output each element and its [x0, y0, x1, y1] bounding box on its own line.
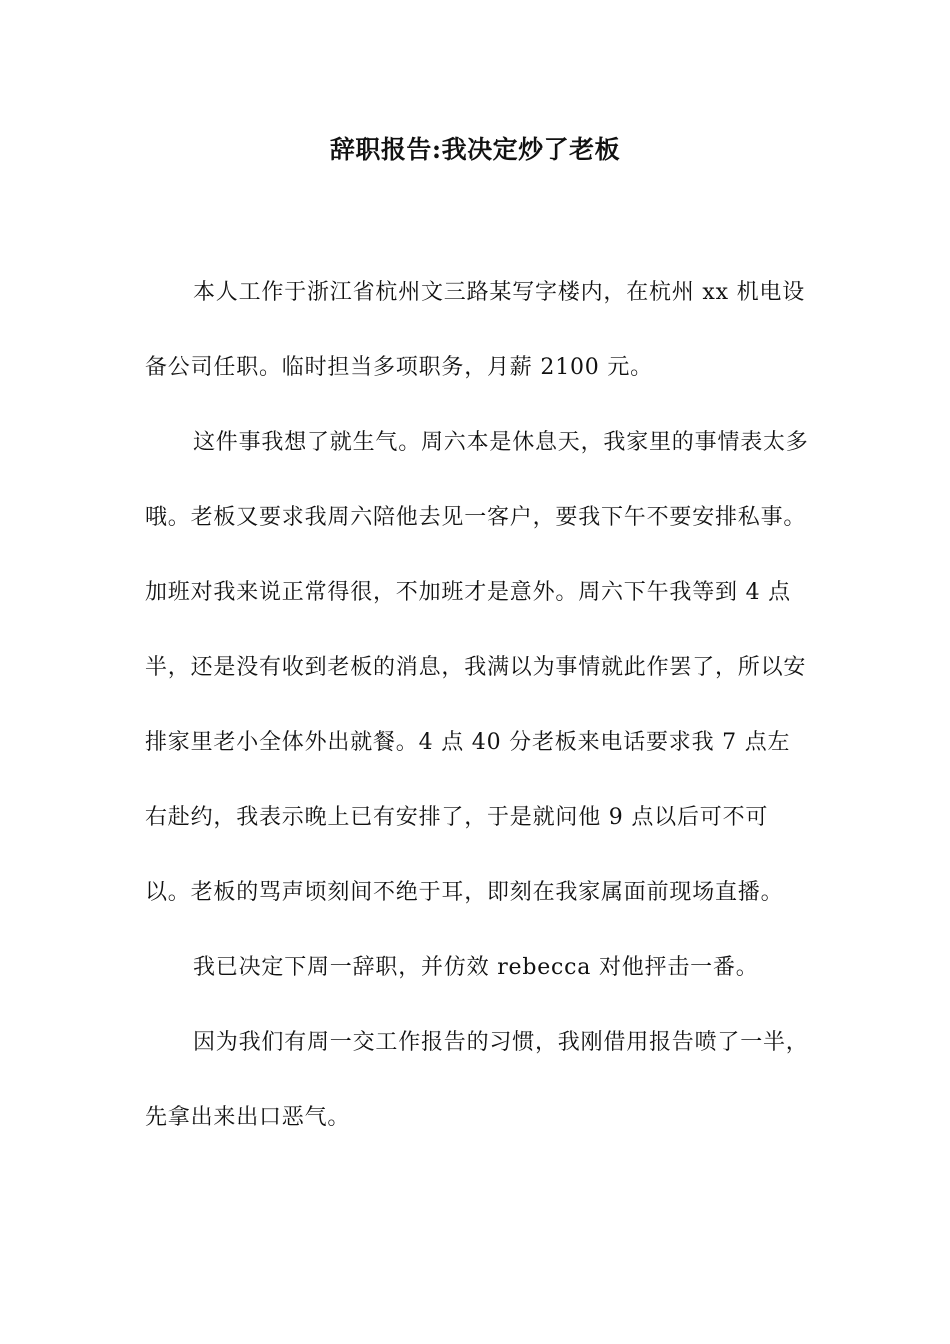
paragraph-1: 本人工作于浙江省杭州文三路某写字楼内，在杭州 xx 机电设备公司任职。临时担当多项职务，月薪 2100 元。: [145, 280, 806, 380]
paragraph-2: 这件事我想了就生气。周六本是休息天，我家里的事情表太多哦。老板又要求我周六陪他去见一客户，要我下午不要安排私事。加班对我来说正常得很，不加班才是意外。周六下午我等到 4 点半，还是没有收到老板的消息，我满以为事情就此作罢了，所以安排家里老小全体外出就餐。4 点 40 分老板来电话要求我 7 点左右赴约，我表示晚上已有安排了，于是就问他 9 点以后可不可以。老板的骂声顷刻间不绝于耳，即刻在我家属面前现场直播。: [145, 430, 809, 905]
paragraph-3: 我已决定下周一辞职，并仿效 rebecca 对他抨击一番。: [193, 955, 759, 980]
paragraph-4: 因为我们有周一交工作报告的习惯，我刚借用报告喷了一半，先拿出来出口恶气。: [145, 1030, 809, 1130]
document-title: 辞职报告:我决定炒了老板: [329, 135, 621, 164]
document-body: [145, 255, 810, 1155]
